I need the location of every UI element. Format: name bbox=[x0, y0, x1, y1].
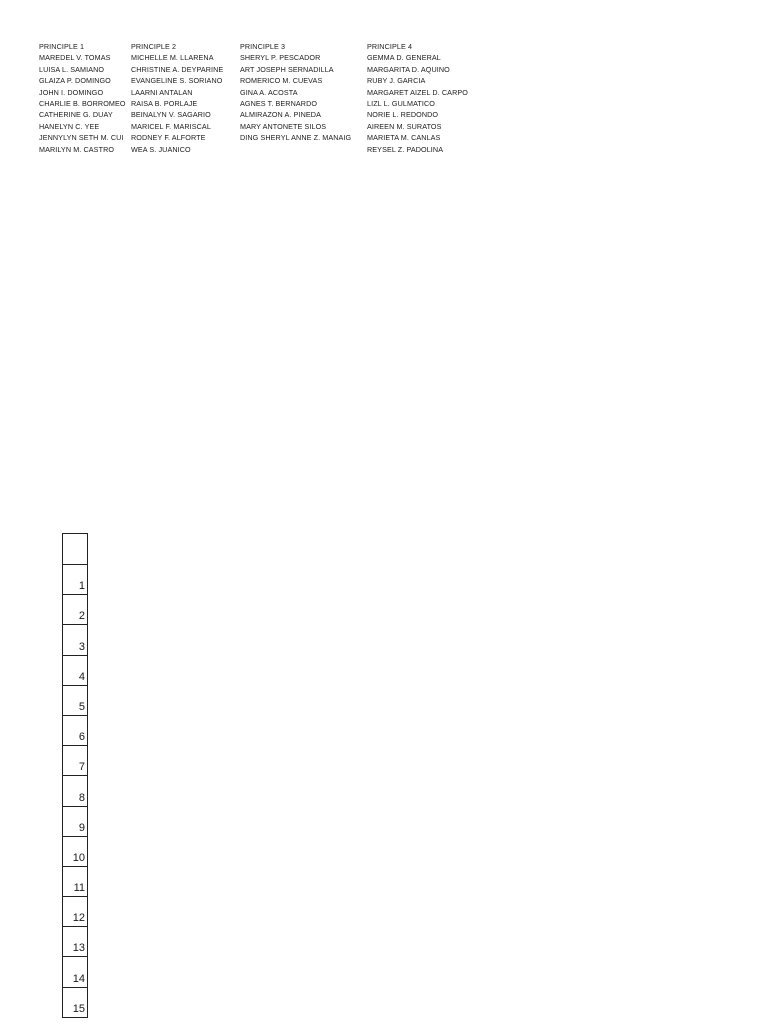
name-item: WEA S. JUANICO bbox=[131, 144, 191, 154]
name-item: NORIE L. REDONDO bbox=[367, 110, 439, 120]
row-number: 11 bbox=[73, 882, 85, 895]
name-item: CHARLIE B. BORROMEO bbox=[39, 99, 126, 109]
name-item: GLAIZA P. DOMINGO bbox=[39, 76, 111, 86]
row-number-cell bbox=[63, 867, 87, 897]
name-item: LAARNI ANTALAN bbox=[131, 87, 193, 97]
row-number-cell bbox=[63, 656, 87, 686]
name-item: SHERYL P. PESCADOR bbox=[240, 53, 321, 63]
principle-4-heading: PRINCIPLE 4 bbox=[367, 42, 413, 51]
row-number: 12 bbox=[72, 912, 85, 925]
name-item: MARILYN M. CASTRO bbox=[39, 144, 115, 154]
principle-2-heading: PRINCIPLE 2 bbox=[131, 42, 177, 51]
name-item: RUBY J. GARCIA bbox=[367, 76, 426, 86]
row-number-cell bbox=[63, 807, 87, 837]
principle-2-column bbox=[131, 41, 223, 155]
name-item: GINA A. ACOSTA bbox=[240, 87, 298, 97]
name-item: AIREEN M. SURATOS bbox=[367, 121, 442, 131]
row-number-cell bbox=[63, 897, 87, 927]
name-item: GEMMA D. GENERAL bbox=[367, 53, 441, 63]
name-item: MARGARET AIZEL D. CARPO bbox=[367, 87, 468, 97]
row-number-cell bbox=[63, 927, 87, 957]
row-number: 14 bbox=[72, 972, 85, 985]
row-number-cell bbox=[63, 776, 87, 806]
row-number-cell bbox=[63, 595, 87, 625]
name-item: RAISA B. PORLAJE bbox=[131, 99, 198, 109]
name-item: CHRISTINE A. DEYPARINE bbox=[131, 64, 224, 74]
name-item: MICHELLE M. LLARENA bbox=[131, 53, 214, 63]
principle-4-column bbox=[367, 41, 468, 155]
name-item: MARICEL F. MARISCAL bbox=[131, 121, 211, 131]
name-item: MAREDEL V. TOMAS bbox=[39, 53, 111, 63]
row-number: 5 bbox=[78, 700, 85, 713]
principle-3-heading: PRINCIPLE 3 bbox=[240, 42, 286, 51]
row-number-cell bbox=[63, 625, 87, 655]
name-item: DING SHERYL ANNE Z. MANAIG bbox=[240, 133, 352, 143]
name-item: CATHERINE G. DUAY bbox=[39, 110, 113, 120]
name-item: RODNEY F. ALFORTE bbox=[131, 133, 206, 143]
name-item: EVANGELINE S. SORIANO bbox=[131, 76, 223, 86]
row-number: 1 bbox=[78, 580, 85, 593]
principle-1-heading: PRINCIPLE 1 bbox=[39, 42, 85, 51]
row-number-cell bbox=[63, 988, 87, 1018]
row-number: 6 bbox=[78, 731, 85, 744]
row-number-cell bbox=[63, 716, 87, 746]
name-item: MARIETA M. CANLAS bbox=[367, 133, 441, 143]
row-number-column bbox=[62, 533, 88, 1018]
name-item: ART JOSEPH SERNADILLA bbox=[240, 64, 334, 74]
name-item: BEINALYN V. SAGARIO bbox=[131, 110, 211, 120]
principle-3-names bbox=[240, 52, 351, 143]
row-number: 2 bbox=[78, 610, 85, 623]
name-item: LUISA L. SAMIANO bbox=[39, 64, 105, 74]
row-number: 4 bbox=[78, 670, 85, 683]
row-number: 8 bbox=[78, 791, 85, 804]
principle-1-names bbox=[39, 52, 126, 155]
name-item: AGNES T. BERNARDO bbox=[240, 99, 318, 109]
name-item: JOHN I. DOMINGO bbox=[39, 87, 104, 97]
row-number: 15 bbox=[72, 1002, 85, 1015]
row-number: 9 bbox=[78, 821, 85, 834]
row-number-cell bbox=[63, 957, 87, 987]
row-number-cell bbox=[63, 686, 87, 716]
principle-4-names bbox=[367, 52, 468, 155]
name-item: MARY ANTONETE SILOS bbox=[240, 121, 327, 131]
row-number-header bbox=[63, 534, 87, 565]
name-item: LIZL L. GULMATICO bbox=[367, 99, 435, 109]
principle-3-column bbox=[240, 41, 351, 144]
name-item: JENNYLYN SETH M. CUI bbox=[39, 133, 124, 143]
row-number: 7 bbox=[78, 761, 85, 774]
row-number-cell bbox=[63, 837, 87, 867]
row-number: 3 bbox=[78, 640, 85, 653]
name-item: ROMERICO M. CUEVAS bbox=[240, 76, 323, 86]
row-number-cell bbox=[63, 565, 87, 595]
principle-1-column bbox=[39, 41, 126, 155]
name-item: MARGARITA D. AQUINO bbox=[367, 64, 450, 74]
name-item: REYSEL Z. PADOLINA bbox=[367, 144, 444, 154]
name-item: HANELYN C. YEE bbox=[39, 121, 100, 131]
row-number: 13 bbox=[72, 942, 85, 955]
row-number-cell bbox=[63, 746, 87, 776]
name-item: ALMIRAZON A. PINEDA bbox=[240, 110, 321, 120]
row-number: 10 bbox=[72, 851, 85, 864]
principle-2-names bbox=[131, 52, 223, 155]
